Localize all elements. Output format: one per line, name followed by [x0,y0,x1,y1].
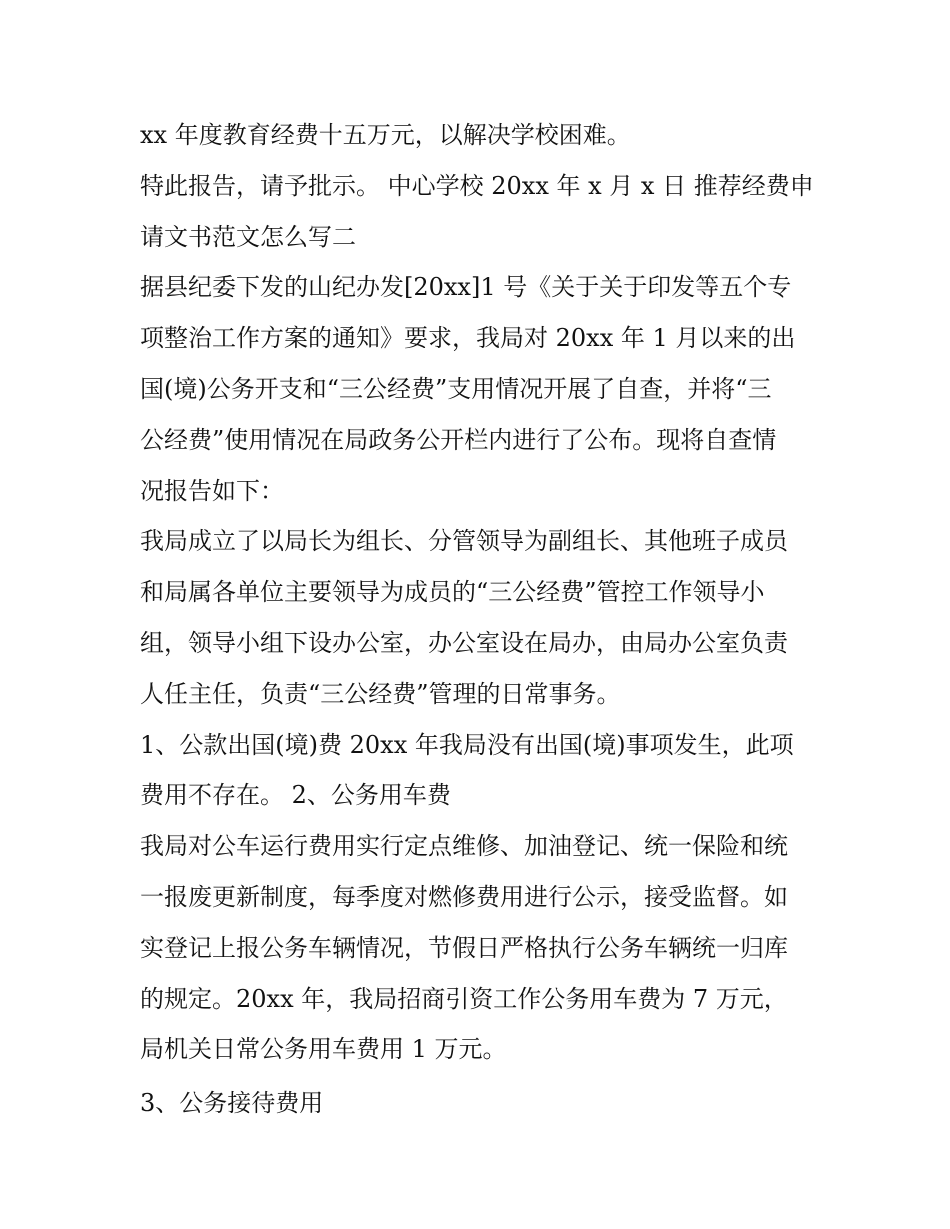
text-line-12: 人任主任，负责“三公经费”管理的日常事务。 [140,679,621,708]
text-line-3: 请文书范文怎么写二 [140,222,356,251]
text-line-16: 一报废更新制度，每季度对燃修费用进行公示，接受监督。如 [140,882,788,911]
text-line-14: 费用不存在。 2、公务用车费 [140,781,451,810]
text-line-9: 我局成立了以局长为组长、分管领导为副组长、其他班子成员 [140,527,788,556]
text-line-6: 国(境)公务开支和“三公经费”支用情况开展了自查，并将“三 [140,374,772,403]
text-line-2: 特此报告，请予批示。 中心学校 20xx 年 x 月 x 日 推荐经费申 [140,171,814,200]
text-line-4: 据县纪委下发的山纪办发[20xx]1 号《关于关于印发等五个专 [140,273,792,302]
text-line-15: 我局对公车运行费用实行定点维修、加油登记、统一保险和统 [140,832,788,861]
text-line-8: 况报告如下： [140,476,284,505]
text-line-1: xx 年度教育经费十五万元，以解决学校困难。 [140,121,631,149]
text-line-5: 项整治工作方案的通知》要求，我局对 20xx 年 1 月以来的出 [140,324,796,353]
text-line-17: 实登记上报公务车辆情况，节假日严格执行公务车辆统一归库 [140,933,788,962]
text-line-11: 组，领导小组下设办公室，办公室设在局办，由局办公室负责 [140,628,788,657]
text-line-18: 的规定。20xx 年，我局招商引资工作公务用车费为 7 万元， [140,984,788,1013]
text-line-19: 局机关日常公务用车费用 1 万元。 [140,1035,507,1064]
text-line-7: 公经费”使用情况在局政务公开栏内进行了公布。现将自查情 [140,425,777,454]
text-line-13: 1、公款出国(境)费 20xx 年我局没有出国(境)事项发生，此项 [140,730,794,759]
document-body [140,110,820,1129]
text-line-10: 和局属各单位主要领导为成员的“三公经费”管控工作领导小 [140,578,765,607]
text-line-20: 3、公务接待费用 [140,1089,324,1118]
